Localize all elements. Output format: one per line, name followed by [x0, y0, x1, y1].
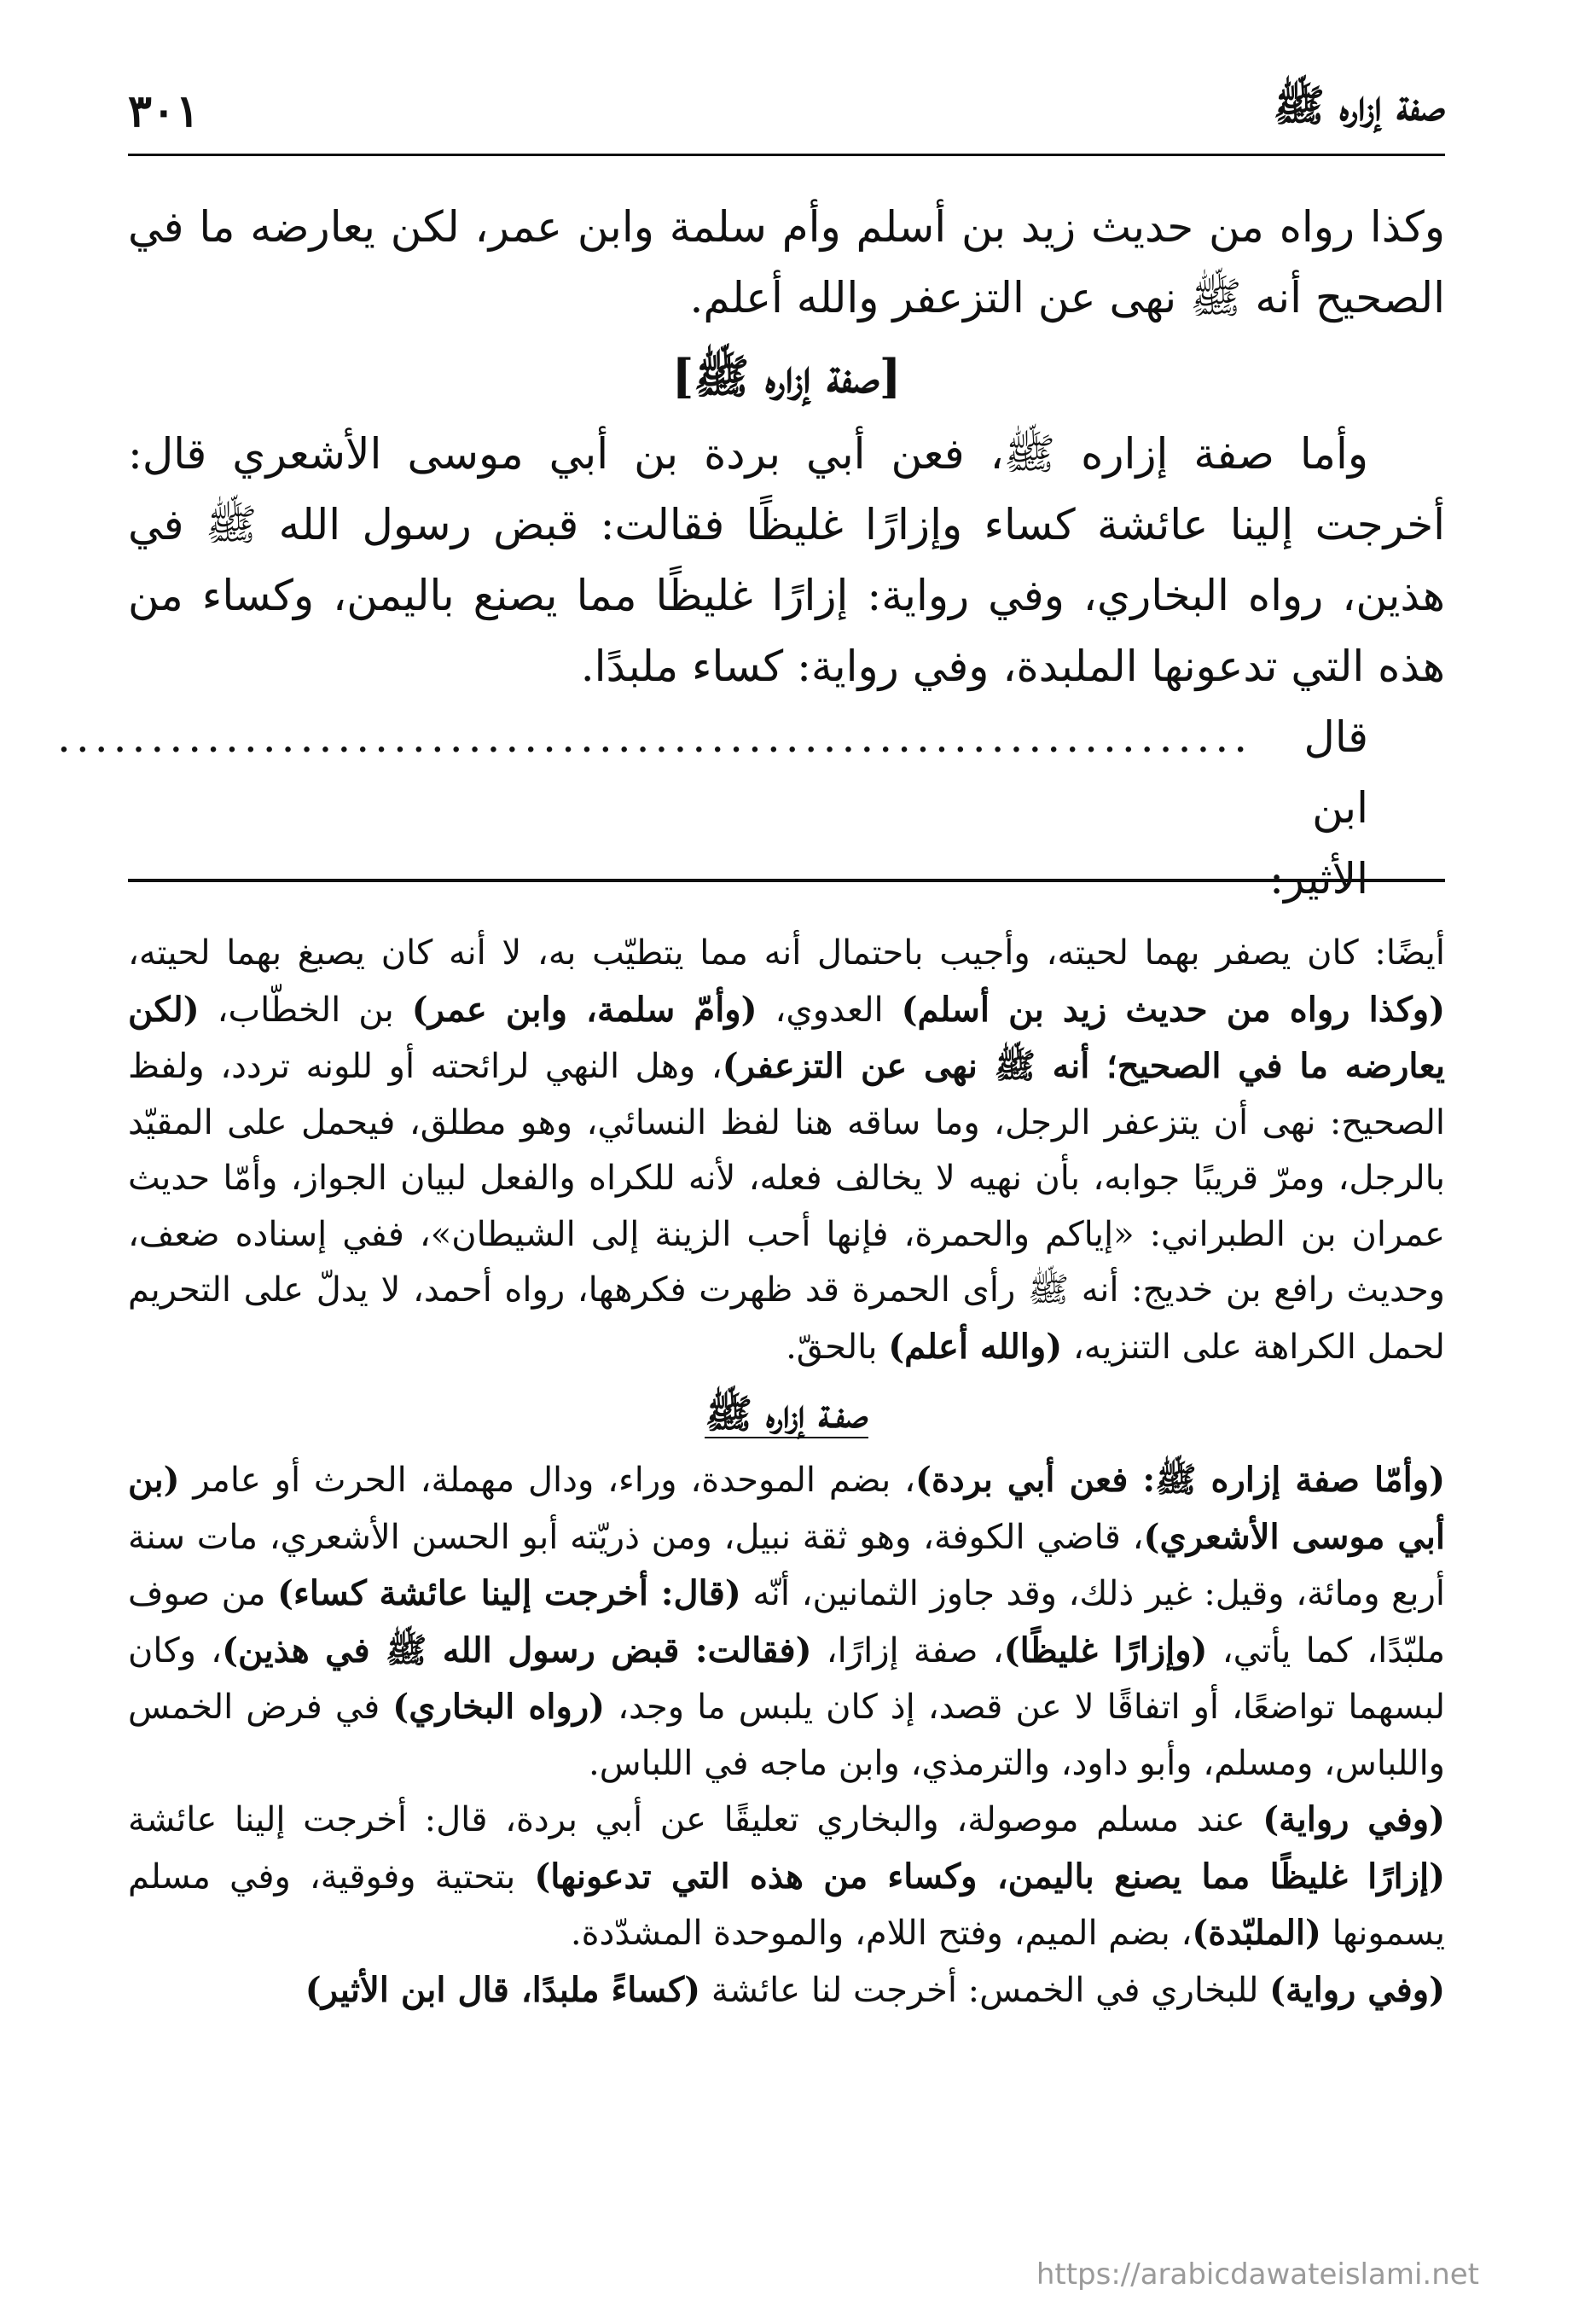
quoted-matn: (وأمّا صفة إزاره ﷺ: فعن أبي بردة): [915, 1460, 1445, 1500]
quoted-matn: (رواه البخاري): [392, 1687, 606, 1727]
quoted-matn: (الملبّدة): [1192, 1913, 1321, 1953]
main-paragraph-2: وأما صفة إزاره ﷺ، فعن أبي بردة بن أبي موسى الأشعري قال: أخرجت إلينا عائشة كساء وإزارًا غليظًا فقالت: قبض رسول الله ﷺ في هذين، رواه البخاري، وفي رواية: إزارًا غليظًا مما يصنع باليمن، وكساء من هذه التي تدعونها الملبدة، وفي رواية: كساء ملبدًا.: [128, 429, 1445, 691]
text-run: بالحقّ.: [786, 1327, 889, 1367]
quoted-matn: (قال: أخرجت إلينا عائشة كساء): [277, 1573, 741, 1613]
text-run: أيضًا: كان يصفر بهما لحيته، وأجيب باحتمال أنه مما يتطيّب به، لا أنه كان يصبغ بهما لحيته،: [128, 933, 1445, 973]
running-title: صفة إزاره ﷺ: [1273, 80, 1445, 131]
watermark-url: https://arabicdawateislami.net: [1036, 2257, 1479, 2292]
quoted-matn: (فقالت: قبض رسول الله ﷺ في هذين): [222, 1630, 812, 1670]
text-run: من صوف ملبّدًا، كما يأتي،: [128, 1574, 1445, 1670]
commentary-heading: [128, 1375, 1445, 1452]
ellipsis-dots: ................................................................: [56, 712, 1253, 762]
text-run: ، وكان لبسهما تواضعًا، أو اتفاقًا لا عن قصد، إذ كان يلبس ما وجد،: [128, 1630, 1446, 1727]
quoted-matn: (لكن يعارضه ما في الصحيح؛ أنه ﷺ نهى عن التزعفر): [128, 989, 1446, 1086]
text-run: عند مسلم موصولة، والبخاري تعليقًا عن أبي بردة، قال: أخرجت إلينا عائشة: [128, 1800, 1263, 1839]
page-header: [128, 73, 1445, 149]
commentary-paragraph-2: [128, 1452, 1445, 1792]
quoted-matn: (وكذا رواه من حديث زيد بن أسلم): [901, 989, 1446, 1030]
quoted-matn: (وفي رواية): [1269, 1969, 1445, 2010]
main-paragraph-3: [56, 702, 1445, 915]
commentary-text: [128, 926, 1445, 2019]
quoted-matn: (والله أعلم): [888, 1326, 1063, 1367]
text-run: ، بضم الموحدة، وراء، ودال مهملة، الحرث أو عامر: [179, 1461, 916, 1500]
main-paragraph-1: وكذا رواه من حديث زيد بن أسلم وأم سلمة وابن عمر، لكن يعارضه ما في الصحيح أنه ﷺ نهى عن التزعفر والله أعلم.: [128, 202, 1445, 322]
quoted-matn: (بن أبي موسى الأشعري): [128, 1460, 1445, 1557]
page-number: ٣٠١: [128, 84, 200, 137]
quoted-matn: (وفي رواية): [1262, 1799, 1445, 1839]
commentary-heading-text: صفـة إزاره ﷺ: [705, 1391, 868, 1437]
quoted-matn: (وأمّ سلمة، وابن عمر): [411, 989, 757, 1030]
quoted-matn: (كساءً ملبدًا، قال ابن الأثير): [305, 1969, 701, 2010]
commentary-paragraph-1: [128, 926, 1445, 1375]
text-run: بتحتية وفوقية، وفي مسلم يسمونها: [128, 1856, 1445, 1953]
text-run: للبخاري في الخمس: أخرجت لنا عائشة: [700, 1970, 1270, 2010]
quoted-matn: (وإزارًا غليظًا): [1003, 1630, 1208, 1670]
commentary-paragraph-4: [128, 1962, 1445, 2019]
commentary-paragraph-3: [128, 1792, 1445, 1962]
text-run: ، وهل النهي لرائحته أو للونه تردد، ولفظ الصحيح: نهى أن يتزعفر الرجل، وما ساقه هنا لفظ النسائي، وهو مطلق، فيحمل على المقيّد بالرجل، ومرّ قريبًا جوابه، بأن نهيه لا يخالف فعله، لأنه للكراه والفعل لبيان الجواز، وأمّا حديث عمران بن الطبراني: «إياكم والحمرة، فإنها أحب الزينة إلى الشيطان»، ففي إسناده ضعف، وحديث رافع بن خديج: أنه ﷺ رأى الحمرة قد ظهرت فكرهها، رواه أحمد، لا يدلّ على التحريم لحمل الكراهة على التنزيه،: [128, 1047, 1445, 1367]
footnote-divider: [128, 879, 1445, 882]
text-run: بن الخطّاب،: [199, 990, 412, 1030]
header-rule: [128, 154, 1445, 156]
text-run: العدوي،: [757, 990, 902, 1030]
ibn-al-athir-label: قال ابن الأثير:: [1269, 712, 1368, 903]
section-heading: [صفة إزاره ﷺ]: [671, 349, 902, 404]
main-text: [56, 192, 1445, 915]
text-run: ، صفة إزارًا،: [811, 1630, 1004, 1670]
text-run: في فرض الخمس واللباس، ومسلم، وأبو داود، والترمذي، وابن ماجه في اللباس.: [128, 1688, 1445, 1783]
quoted-matn: (إزارًا غليظًا مما يصنع باليمن، وكساء من هذه التي تدعونها): [534, 1856, 1445, 1897]
text-run: ، قاضي الكوفة، وهو ثقة نبيل، ومن ذريّته أبو الحسن الأشعري، مات سنة أربع ومائة، وقيل: غير ذلك، وقد جاوز الثمانين، أنّه: [128, 1517, 1445, 1613]
text-run: ، بضم الميم، وفتح اللام، والموحدة المشدّدة.: [570, 1914, 1193, 1953]
